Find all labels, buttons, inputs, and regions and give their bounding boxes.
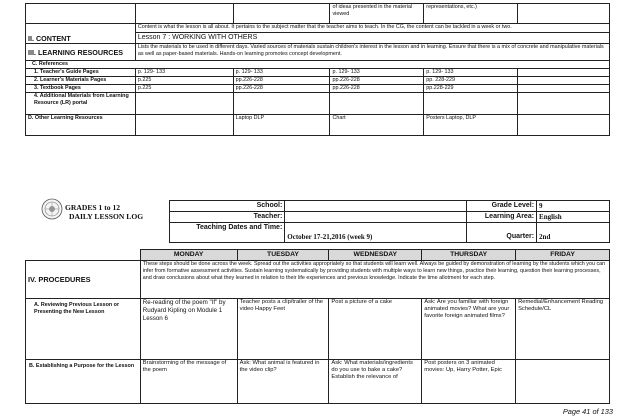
step-b-wednesday: Ask: What materials/ingredients do you use to bake a cake? Establish the relevance of	[329, 360, 422, 404]
teaching-dates-value: October 17-21,2016 (week 9)	[285, 223, 467, 243]
school-value	[285, 201, 467, 212]
teachers-guide-wednesday: p. 129- 133	[330, 69, 424, 77]
step-a-tuesday: Teacher posts a clip/trailer of the video Happy Feet	[237, 299, 329, 360]
teachers-guide-monday: p. 129- 133	[135, 69, 233, 77]
teachers-guide-tuesday: p. 129- 133	[233, 69, 330, 77]
learning-area-value: English	[537, 212, 610, 223]
procedures-heading: IV. PROCEDURES	[26, 261, 141, 299]
step-b-monday: Brainstorming of the message of the poem	[140, 360, 237, 404]
continued-text-thursday: representations, etc.)	[424, 4, 518, 24]
textbook-pages-thursday: pp.228-229	[424, 85, 518, 93]
step-b-thursday: Post posters on 3 animated movies: Up, Harry Potter, Epic	[422, 360, 516, 404]
teacher-label: Teacher:	[170, 212, 285, 223]
learners-materials-label: 2. Learner's Materials Pages	[26, 77, 136, 85]
learners-materials-tuesday: pp.226-228	[233, 77, 330, 85]
teachers-guide-thursday: p. 129- 133	[424, 69, 518, 77]
quarter-value: 2nd	[537, 223, 610, 243]
other-resources-tuesday: Laptop DLP	[233, 115, 330, 136]
dll-header-table	[25, 200, 610, 243]
school-label: School:	[170, 201, 285, 212]
textbook-pages-wednesday: pp.226-228	[330, 85, 424, 93]
step-b-tuesday: Ask: What animal is featured in the video clip?	[237, 360, 329, 404]
content-note: Content is what the lesson is all about. It pertains to the subject matter that the teacher aims to teach. In the CG, the content can be tackled in a week or two.	[135, 24, 609, 33]
day-header-tuesday: TUESDAY	[237, 250, 329, 261]
learners-materials-thursday: pp. 228-229	[424, 77, 518, 85]
learners-materials-wednesday: pp.226-228	[330, 77, 424, 85]
page-number: Page 41 of 133	[562, 407, 613, 416]
grade-level-label: Grade Level:	[467, 201, 537, 212]
teaching-dates-label: Teaching Dates and Time:	[170, 223, 285, 243]
top-lesson-table	[25, 3, 610, 136]
step-a-label: A. Reviewing Previous Lesson or Presenting the New Lesson	[26, 299, 141, 360]
quarter-label: Quarter:	[467, 223, 537, 243]
teacher-value	[285, 212, 467, 223]
day-header-thursday: THURSDAY	[422, 250, 516, 261]
day-header-friday: FRIDAY	[516, 250, 610, 261]
additional-materials-label: 4. Additional Materials from Learning Resource (LR) portal	[26, 93, 136, 115]
step-a-wednesday: Post a picture of a cake	[329, 299, 422, 360]
procedures-note: These steps should be done across the week. Spread out the activities appropriately so that students will learn well. Always be guided by demonstration of learning by the students which you can infer from formative assessment activities. Sustain learning systematically by providing students with multiple ways to learn new things, practice their learning, question their learning processes, and draw conclusions about what they learned in relation to their life experiences and previous knowledge. Indicate the time allotment for each step.	[140, 261, 609, 299]
content-heading: II. CONTENT	[26, 24, 136, 44]
other-resources-label: D. Other Learning Resources	[26, 115, 136, 136]
teachers-guide-label: 1. Teacher's Guide Pages	[26, 69, 136, 77]
day-header-monday: MONDAY	[140, 250, 237, 261]
textbook-pages-label: 3. Textbook Pages	[26, 85, 136, 93]
learners-materials-monday: p.225	[135, 77, 233, 85]
dll-title: DAILY LESSON LOG	[69, 211, 144, 221]
learning-area-label: Learning Area:	[467, 212, 537, 223]
step-b-label: B. Establishing a Purpose for the Lesson	[26, 360, 141, 404]
learning-resources-heading: III. LEARNING RESOURCES	[26, 44, 136, 61]
textbook-pages-monday: p.225	[135, 85, 233, 93]
other-resources-thursday: Posters Laptop, DLP	[424, 115, 518, 136]
continued-text-wednesday: of ideas presented in the material viewed	[330, 4, 424, 24]
lesson-title: Lesson 7 : WORKING WITH OTHERS	[135, 33, 609, 44]
learning-resources-note: Lists the materials to be used in different days. Varied sources of materials sustain children's interest in the lesson and in learning. Ensure that there is a mix of concrete and manipulative materials as well as paper-based materials. Hands-on learning promotes concept development.	[135, 44, 609, 61]
textbook-pages-tuesday: pp.226-228	[233, 85, 330, 93]
step-a-friday: Remedial/Enhancement Reading Schedule/CL	[516, 299, 610, 360]
other-resources-wednesday: Chart	[330, 115, 424, 136]
day-header-wednesday: WEDNESDAY	[329, 250, 422, 261]
references-heading: C. References	[26, 61, 610, 69]
other-resources-monday	[135, 115, 233, 136]
step-a-monday: Re-reading of the poem "If" by Rudyard Kipling on Module 1 Lesson 6	[140, 299, 237, 360]
grades-title: GRADES 1 to 12	[65, 202, 121, 212]
step-b-friday	[516, 360, 610, 404]
step-a-thursday: Ask: Are you familiar with foreign animated movies? What are your favorite foreign animated films?	[422, 299, 516, 360]
procedures-table	[25, 249, 610, 404]
grade-level-value: 9	[537, 201, 610, 212]
